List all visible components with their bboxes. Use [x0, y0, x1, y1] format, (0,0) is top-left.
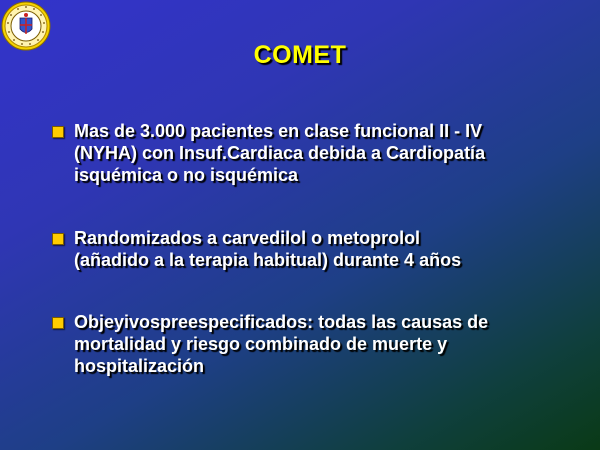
bullet-line: isquémica o no isquémica [74, 165, 299, 185]
bullet-line: (NYHA) con Insuf.Cardiaca debida a Cardiopatía [74, 143, 486, 163]
bullet-line: hospitalización [74, 356, 205, 376]
bullet-line: (añadido a la terapia habitual) durante 4 años [74, 250, 462, 270]
bullet-line: Mas de 3.000 pacientes en clase funcional II - IV [74, 121, 483, 141]
bullet-text [74, 311, 544, 377]
square-bullet-icon [52, 126, 64, 138]
bullet-text [74, 120, 544, 186]
bullet-line: Randomizados a carvedilol o metoprolol [74, 228, 421, 248]
square-bullet-icon [52, 233, 64, 245]
slide-title: COMET [253, 41, 347, 69]
bullet-line: Objeyivospreespecificados: todas las causas de [74, 312, 489, 332]
bullet-text [74, 227, 544, 271]
square-bullet-icon [52, 317, 64, 329]
bullet-line: mortalidad y riesgo combinado de muerte y [74, 334, 448, 354]
